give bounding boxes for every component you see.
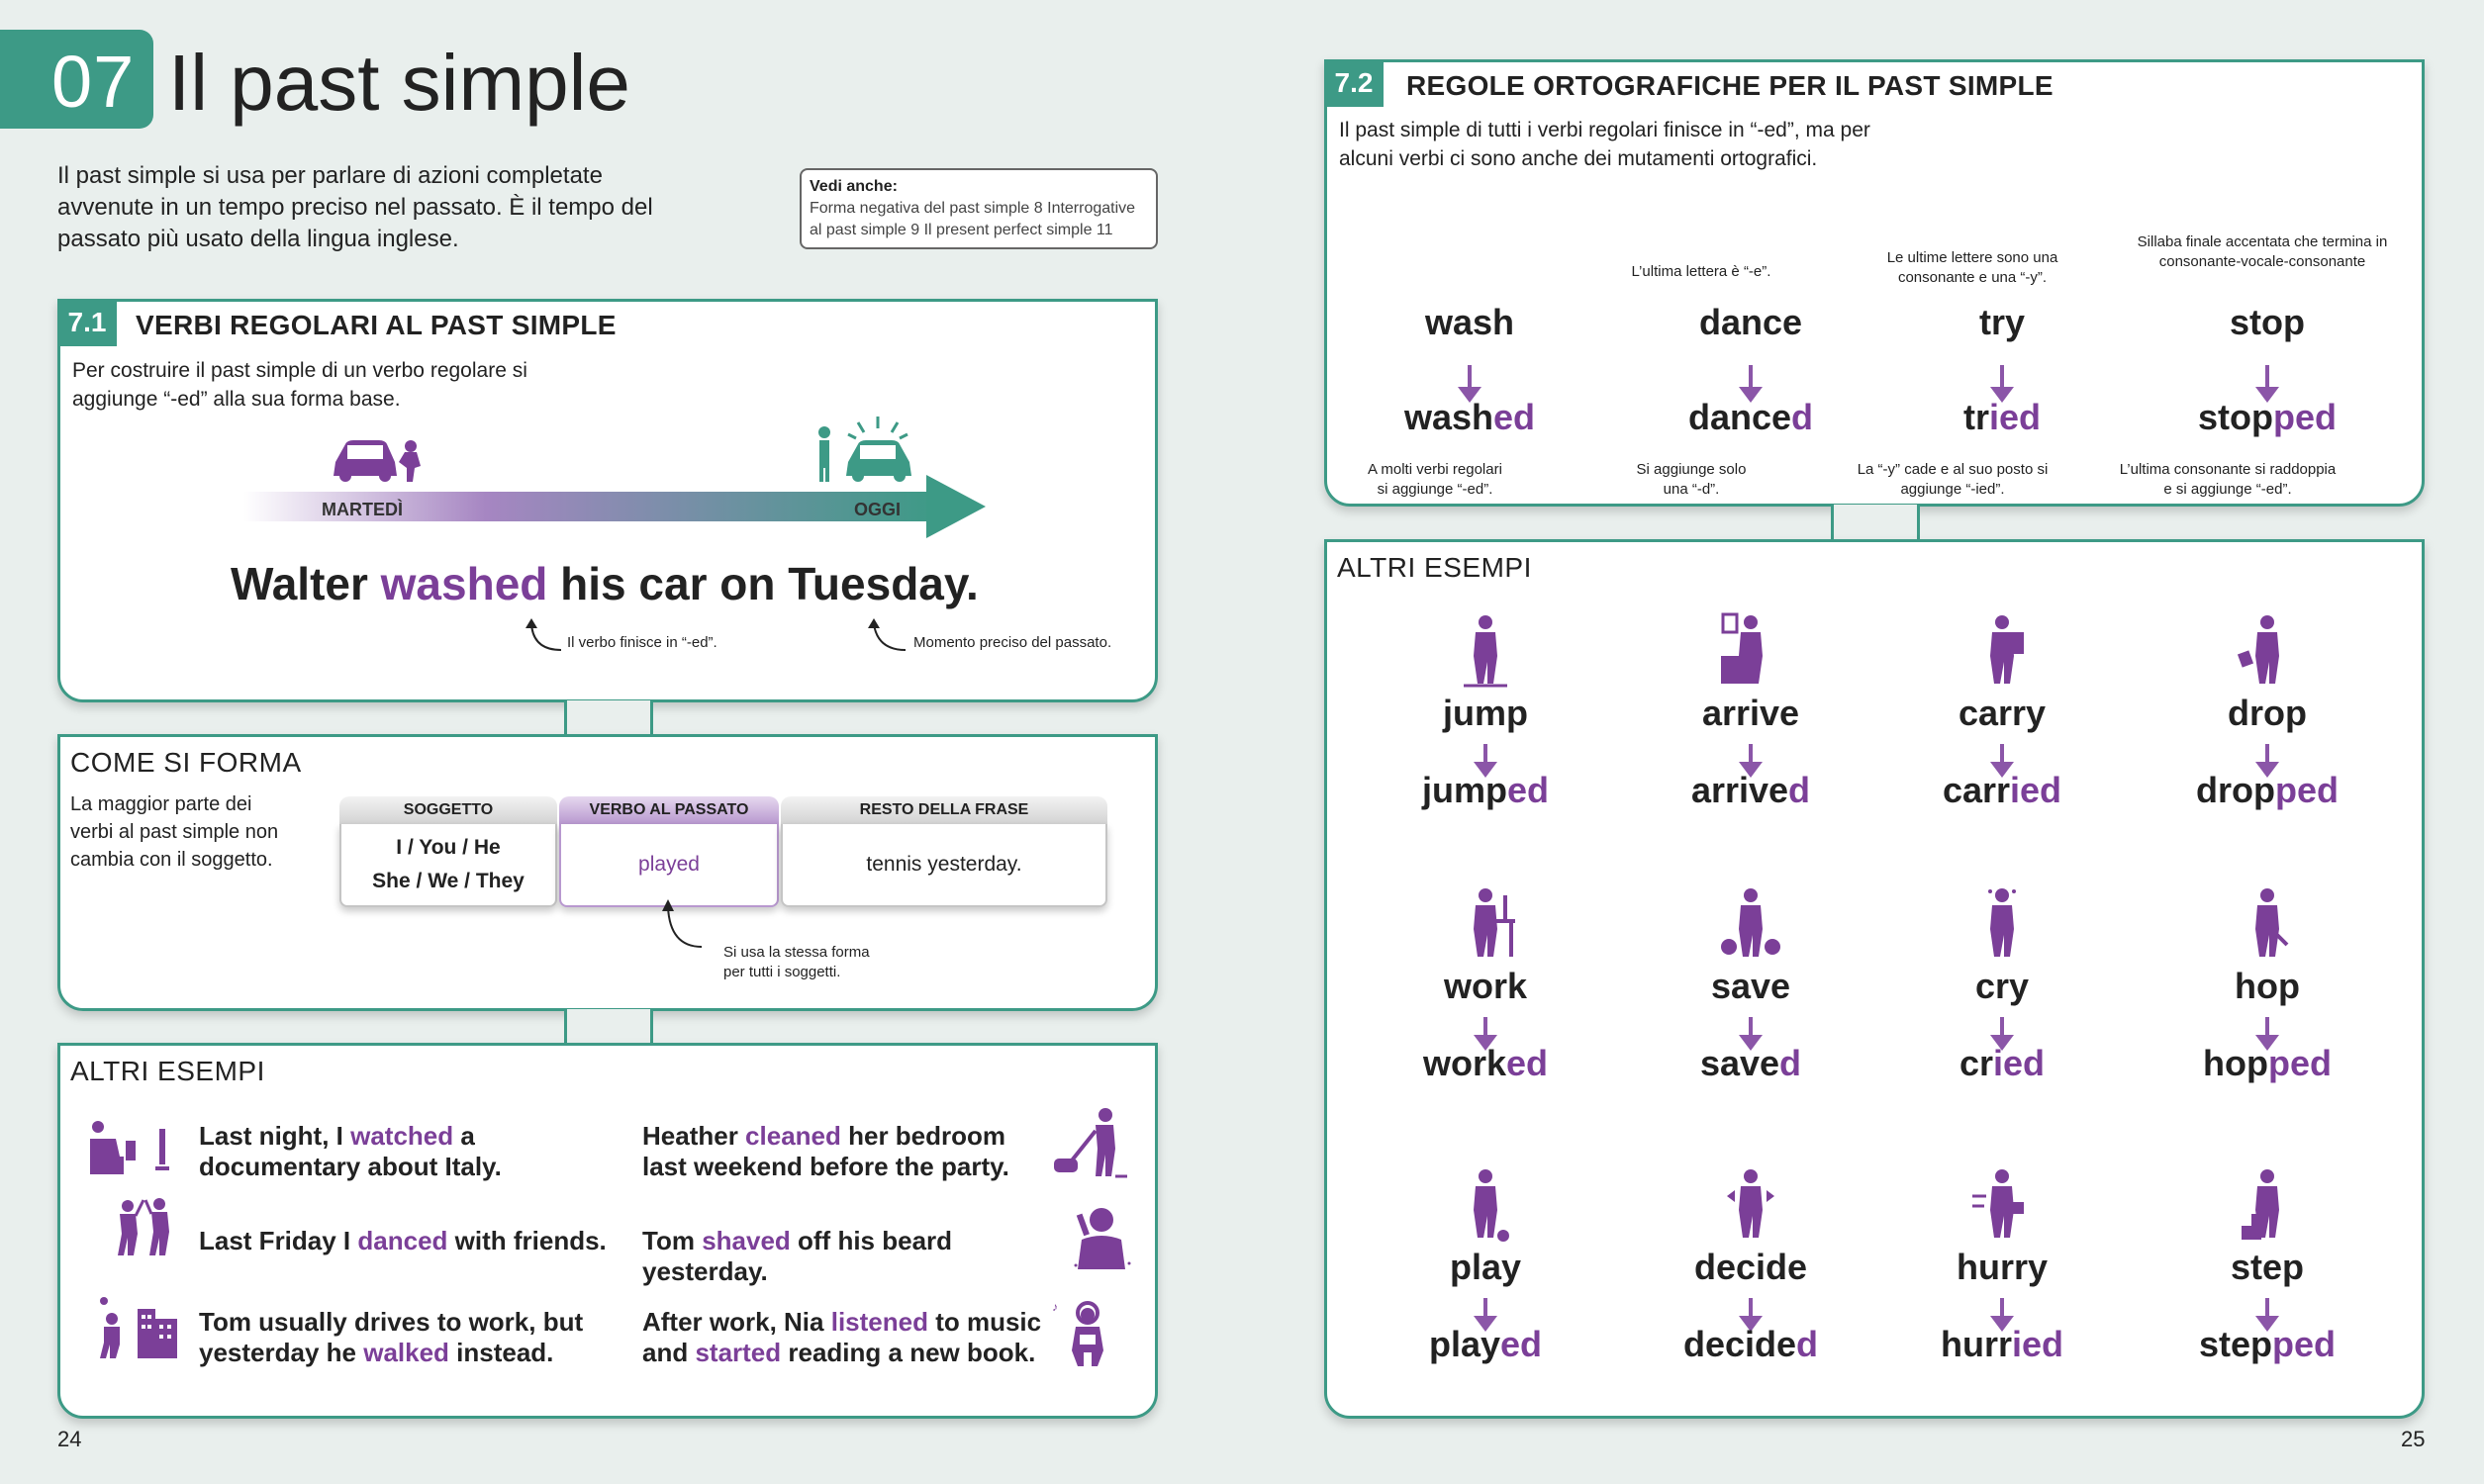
verb-example-jump (1377, 611, 1594, 869)
verb-arrow (2000, 1017, 2004, 1037)
verb-example-save (1642, 884, 1860, 1142)
carrying-box-icon (1972, 611, 2032, 691)
verb-shaved: shaved (702, 1226, 791, 1255)
page-number-right: 25 (2401, 1427, 2426, 1451)
verb-example-work (1377, 884, 1594, 1142)
example-danced: Last Friday I danced with friends. (199, 1226, 607, 1255)
verb-cleaned: cleaned (745, 1121, 841, 1151)
verb-arrow (1483, 1017, 1487, 1037)
vacuum-cleaner-icon (1050, 1105, 1129, 1180)
chapter-number: 07 (51, 41, 136, 123)
sentence-part-a: Walter (231, 558, 381, 609)
verb-arrow (2265, 744, 2269, 764)
rule-arrow (1749, 365, 1753, 389)
altri-esempi-right-title: ALTRI ESEMPI (1337, 552, 1532, 583)
come-si-forma-box (57, 734, 1158, 1011)
rule-past-verb: danced (1687, 397, 1814, 437)
see-also-line1: Forma negativa del past simple 8 Interrogative (810, 200, 1136, 217)
page-number-left: 24 (57, 1427, 82, 1451)
rule-col-stop (2119, 181, 2388, 508)
col-rest-body (781, 824, 1107, 907)
base-verb: carry (1958, 693, 2047, 733)
altri-esempi-left-box (57, 1043, 1158, 1419)
base-verb: cry (1974, 966, 2030, 1006)
example-listened-started: After work, Nia listened to music and started reading a new book. (642, 1307, 1042, 1367)
verb-arrow (2000, 1298, 2004, 1318)
example-shaved: Tom shaved off his beard yesterday. (642, 1226, 953, 1286)
base-verb: step (2230, 1247, 2305, 1287)
verb-example-carry (1893, 611, 2111, 869)
rule-past-verb: washed (1403, 397, 1536, 437)
rule-top-note: Sillaba finale accentata che termina in consonante-vocale-consonante (2137, 233, 2388, 270)
base-verb: arrive (1701, 693, 1800, 733)
verb-started: started (695, 1338, 782, 1367)
section-title-7-1: VERBI REGOLARI AL PAST SIMPLE (136, 310, 617, 340)
past-verb: dropped (2196, 770, 2339, 810)
running-person-icon (1972, 1165, 2032, 1245)
headphones-reader-icon (1050, 1297, 1119, 1368)
walking-city-icon (90, 1293, 181, 1360)
past-verb: hopped (2203, 1043, 2332, 1083)
verb-arrow (1749, 744, 1753, 764)
shaving-man-icon (1072, 1204, 1131, 1271)
section-7-1-box (57, 299, 1158, 702)
verb-arrow (2000, 744, 2004, 764)
see-also-line2: al past simple 9 Il present perfect simple 11 (810, 222, 1113, 238)
sentence-verb: washed (380, 558, 548, 609)
intro-text: Il past simple si usa per parlare di azioni completate avvenute in un tempo preciso nel passato. È il tempo del passato più usato della lingua inglese. (57, 162, 653, 252)
come-note: Si usa la stessa forma per tutti i soggetti. (723, 944, 870, 980)
past-verb: decided (1682, 1324, 1819, 1364)
base-verb: hop (2235, 966, 2300, 1006)
dancing-friends-icon (110, 1194, 179, 1259)
rule-col-try (1857, 181, 2111, 508)
verb-arrow (1483, 1298, 1487, 1318)
verb-arrow (1749, 1017, 1753, 1037)
verb-walked: walked (363, 1338, 449, 1367)
example-walked: Tom usually drives to work, but yesterday he walked instead. (199, 1307, 584, 1367)
col-verb-head: VERBO AL PASSATO (559, 796, 779, 824)
verb-arrow (1749, 1298, 1753, 1318)
subject-line2: She / We / They (372, 870, 525, 892)
chapter-title: Il past simple (168, 39, 630, 127)
note-ed: Il verbo finisce in “-ed”. (567, 634, 717, 651)
see-also-heading: Vedi anche: (810, 178, 898, 195)
rule-top-note: Le ultime lettere sono una consonante e una “-y”. (1886, 249, 2058, 286)
verb-watched: watched (350, 1121, 454, 1151)
example-sentence (231, 557, 979, 610)
hotel-reception-icon (1721, 611, 1780, 691)
rule-past-verb: stopped (2197, 397, 2337, 437)
past-verb: jumped (1421, 770, 1549, 810)
rule-bottom-note: L’ultima consonante si raddoppia e si aggiunge “-ed”. (2119, 461, 2337, 498)
verb-danced: danced (357, 1226, 448, 1255)
section-7-1-desc: Per costruire il past simple di un verbo regolare si aggiunge “-ed” alla sua forma base. (72, 359, 527, 411)
come-si-forma-desc: La maggior parte dei verbi al past simple non cambia con il soggetto. (70, 793, 279, 871)
example-cleaned: Heather cleaned her bedroom last weekend before the party. (642, 1121, 1009, 1181)
past-verb: carried (1942, 770, 2062, 810)
clean-car-icon (814, 413, 923, 484)
verb-played: played (638, 853, 700, 876)
altri-esempi-left-title: ALTRI ESEMPI (70, 1056, 265, 1086)
stepping-person-icon (2238, 1165, 2297, 1245)
base-verb: work (1443, 966, 1528, 1006)
timeline-label-tuesday: MARTEDÌ (322, 500, 403, 519)
tv-watching-icon (86, 1117, 171, 1176)
col-subject-body (339, 824, 557, 907)
verb-example-step (2158, 1165, 2376, 1423)
base-verb: drop (2228, 693, 2307, 733)
money-bags-icon (1721, 884, 1780, 964)
verb-example-drop (2158, 611, 2376, 869)
past-verb: worked (1422, 1043, 1549, 1083)
base-verb: decide (1693, 1247, 1808, 1287)
jumping-person-icon (1456, 611, 1515, 691)
section-number-7-2: 7.2 (1324, 59, 1384, 107)
past-verb: arrived (1690, 770, 1811, 810)
base-verb: hurry (1956, 1247, 2049, 1287)
rule-base-verb: dance (1698, 302, 1803, 342)
past-verb: saved (1699, 1043, 1802, 1083)
past-verb: hurried (1940, 1324, 2063, 1364)
verb-arrow (2265, 1017, 2269, 1037)
rule-col-wash (1361, 181, 1578, 508)
come-si-forma-title: COME SI FORMA (70, 747, 302, 778)
verb-listened: listened (830, 1307, 928, 1337)
crying-person-icon (1972, 884, 2032, 964)
verb-example-play (1377, 1165, 1594, 1423)
note-time-arrow (868, 616, 908, 656)
example-watched: Last night, I watched a documentary about Italy. (199, 1121, 502, 1181)
timeline-label-today: OGGI (854, 500, 902, 519)
section-7-2-box (1324, 59, 2425, 507)
col-rest-head: RESTO DELLA FRASE (781, 796, 1107, 824)
rule-arrow (2000, 365, 2004, 389)
rule-arrow (2265, 365, 2269, 389)
see-also-box (800, 168, 1158, 249)
verb-example-arrive (1642, 611, 1860, 869)
rule-past-verb: tried (1962, 397, 2041, 437)
connector-right (1831, 505, 1920, 544)
verb-example-hop (2158, 884, 2376, 1142)
rule-col-dance (1631, 181, 1860, 508)
note-ed-arrow (525, 616, 565, 656)
verb-example-decide (1642, 1165, 1860, 1423)
rule-base-verb: wash (1424, 302, 1515, 342)
verb-arrow (1483, 744, 1487, 764)
rule-base-verb: try (1978, 302, 2026, 342)
verb-arrow (2265, 1298, 2269, 1318)
rule-base-verb: stop (2230, 302, 2305, 342)
deciding-person-icon (1721, 1165, 1780, 1245)
dirty-car-icon (328, 432, 427, 484)
verb-example-hurry (1893, 1165, 2111, 1423)
svg-text:♪: ♪ (1052, 1300, 1058, 1314)
rest-value: tennis yesterday. (866, 853, 1022, 876)
rule-bottom-note: A molti verbi regolari si aggiunge “-ed”. (1368, 461, 1502, 498)
base-verb: save (1710, 966, 1791, 1006)
come-note-arrow (654, 893, 704, 953)
note-time: Momento preciso del passato. (913, 634, 1112, 651)
section-7-2-desc: Il past simple di tutti i verbi regolari finisce in “-ed”, ma per alcuni verbi ci sono anche dei mutamenti ortografici. (1339, 119, 1870, 170)
base-verb: jump (1443, 693, 1528, 733)
section-number-7-1: 7.1 (57, 299, 117, 346)
altri-esempi-right-box (1324, 539, 2425, 1419)
past-verb: cried (1959, 1043, 2046, 1083)
past-verb: stepped (2198, 1324, 2337, 1364)
football-player-icon (1456, 1165, 1515, 1245)
rule-bottom-note: La “-y” cade e al suo posto si aggiunge “-ied”. (1857, 461, 2049, 498)
dropping-bag-icon (2238, 611, 2297, 691)
rule-top-note: L’ultima lettera è “-e”. (1631, 263, 1771, 280)
section-title-7-2: REGOLE ORTOGRAFICHE PER IL PAST SIMPLE (1406, 70, 2054, 101)
past-verb: played (1428, 1324, 1543, 1364)
desk-worker-icon (1456, 884, 1515, 964)
hopping-person-icon (2238, 884, 2297, 964)
base-verb: play (1449, 1247, 1522, 1287)
col-subject-head: SOGGETTO (339, 796, 557, 824)
sentence-part-b: his car on Tuesday. (547, 558, 979, 609)
verb-example-cry (1893, 884, 2111, 1142)
rule-bottom-note: Si aggiunge solo una “-d”. (1636, 461, 1747, 498)
subject-line1: I / You / He (396, 836, 501, 859)
rule-arrow (1468, 365, 1472, 389)
